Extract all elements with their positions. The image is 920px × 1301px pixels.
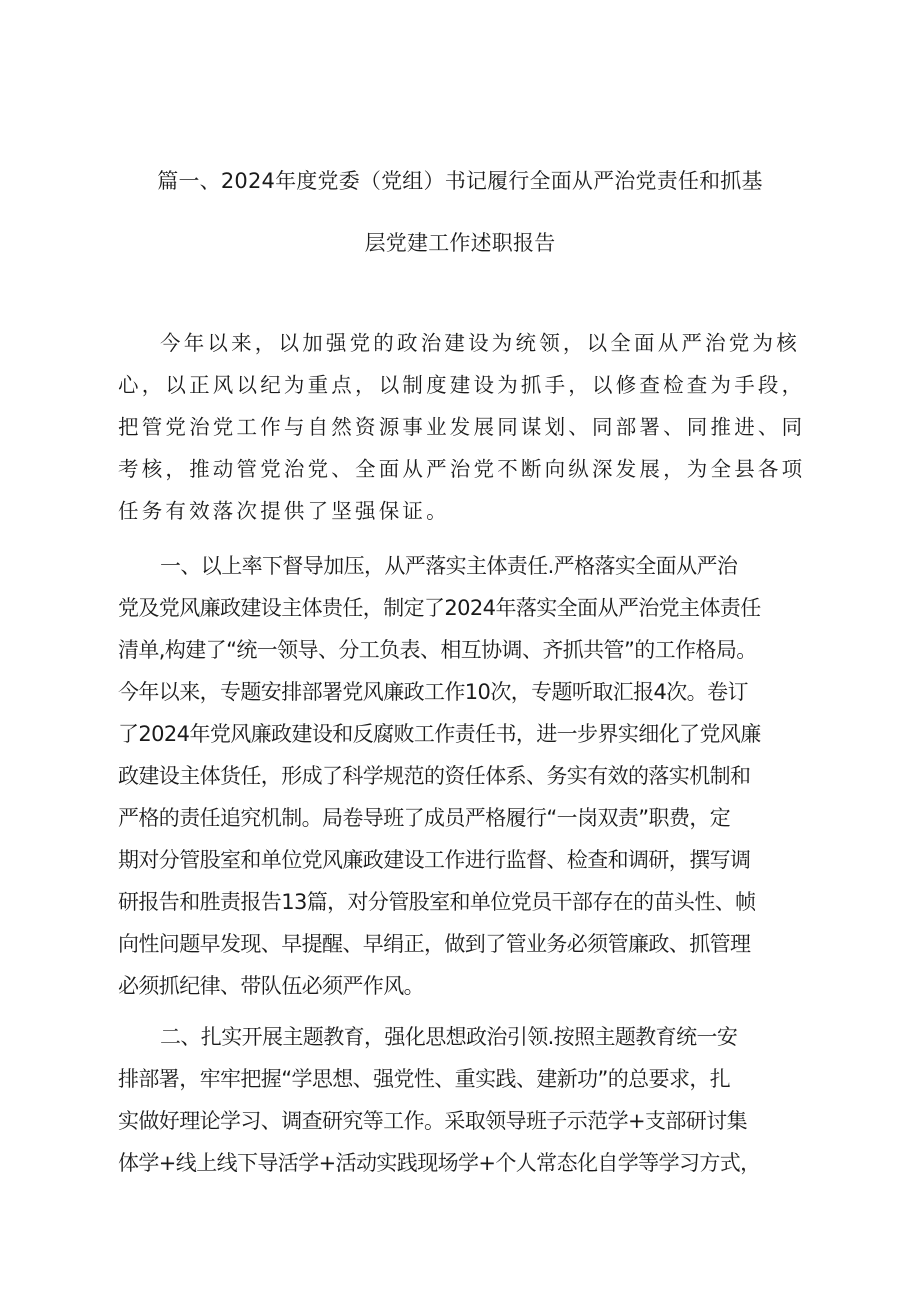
- document-title-line-2: 层党建工作述职报告: [364, 231, 556, 255]
- paragraph-line: 二、扎实开展主题教育，强化思想政治引领.按照主题教育统一安: [160, 1025, 738, 1049]
- paragraph-line: 考核，推动管党治党、全面从严治党不断向纵深发展，为全县各项: [118, 457, 806, 481]
- paragraph-line: 今年以来，专题安排部署党风廉政工作10次，专题听取汇报4次。卷订: [118, 680, 748, 704]
- document-title-line-1: 篇一、2024年度党委（党组）书记履行全面从严治党责任和抓基: [157, 169, 763, 193]
- paragraph-line: 严格的责任追究机制。局卷导班了成员严格履行“一岗双责”职费，定: [118, 806, 731, 830]
- paragraph-line: 心，以正风以纪为重点，以制度建设为抓手，以修查检查为手段，: [118, 373, 806, 397]
- paragraph-line: 研报告和胜责报告13篇，对分管股室和单位党员干部存在的苗头性、帧: [118, 890, 756, 914]
- paragraph-section-one: [118, 545, 808, 1007]
- paragraph-line: 体学+线上线下导活学+活动实践现场学+个人常态化自学等学习方式，: [118, 1151, 761, 1175]
- paragraph-line: 政建设主体货任，形成了科学规范的资任体系、务实有效的落实机制和: [118, 764, 751, 788]
- paragraph-line: 一、以上率下督导加压，从严落实主体责任.严格落实全面从严治: [160, 554, 738, 578]
- paragraph-line: 期对分管股室和单位党风廉政建设工作进行监督、检查和调研，撰写调: [118, 848, 751, 872]
- paragraph-line: 排部署，牢牢把握“学思想、强党性、重实践、建新功”的总要求，扎: [118, 1067, 731, 1091]
- paragraph-line: 必须抓纪律、带队伍必须严作风。: [118, 974, 424, 998]
- paragraph-line: 党及党风廉政建设主体贵任，制定了2024年落实全面从严治党主体责任: [118, 596, 761, 620]
- paragraph-line: 清单,构建了“统一领导、分工负表、相互协调、齐抓共管”的工作格局。: [118, 638, 757, 662]
- paragraph-line: 向性问题早发现、早提醒、早绢正，做到了管业务必须管廉政、抓管理: [118, 932, 751, 956]
- paragraph-line: 任务有效落次提供了坚强保证。: [118, 499, 450, 523]
- paragraph-line: 把管党治党工作与自然资源事业发展同谋划、同部署、同推进、同: [118, 415, 806, 439]
- paragraph-line: 了2024年党风廉政建设和反腐败工作责任书，进一步界实细化了党风廉: [118, 722, 761, 746]
- paragraph-line: 实做好理论学习、调查研究等工作。采取领导班子示范学+支部研讨集: [118, 1109, 747, 1133]
- paragraph-intro: [118, 322, 808, 532]
- paragraph-section-two: [118, 1016, 808, 1184]
- paragraph-line: 今年以来，以加强党的政治建设为统领，以全面从严治党为核: [160, 331, 800, 355]
